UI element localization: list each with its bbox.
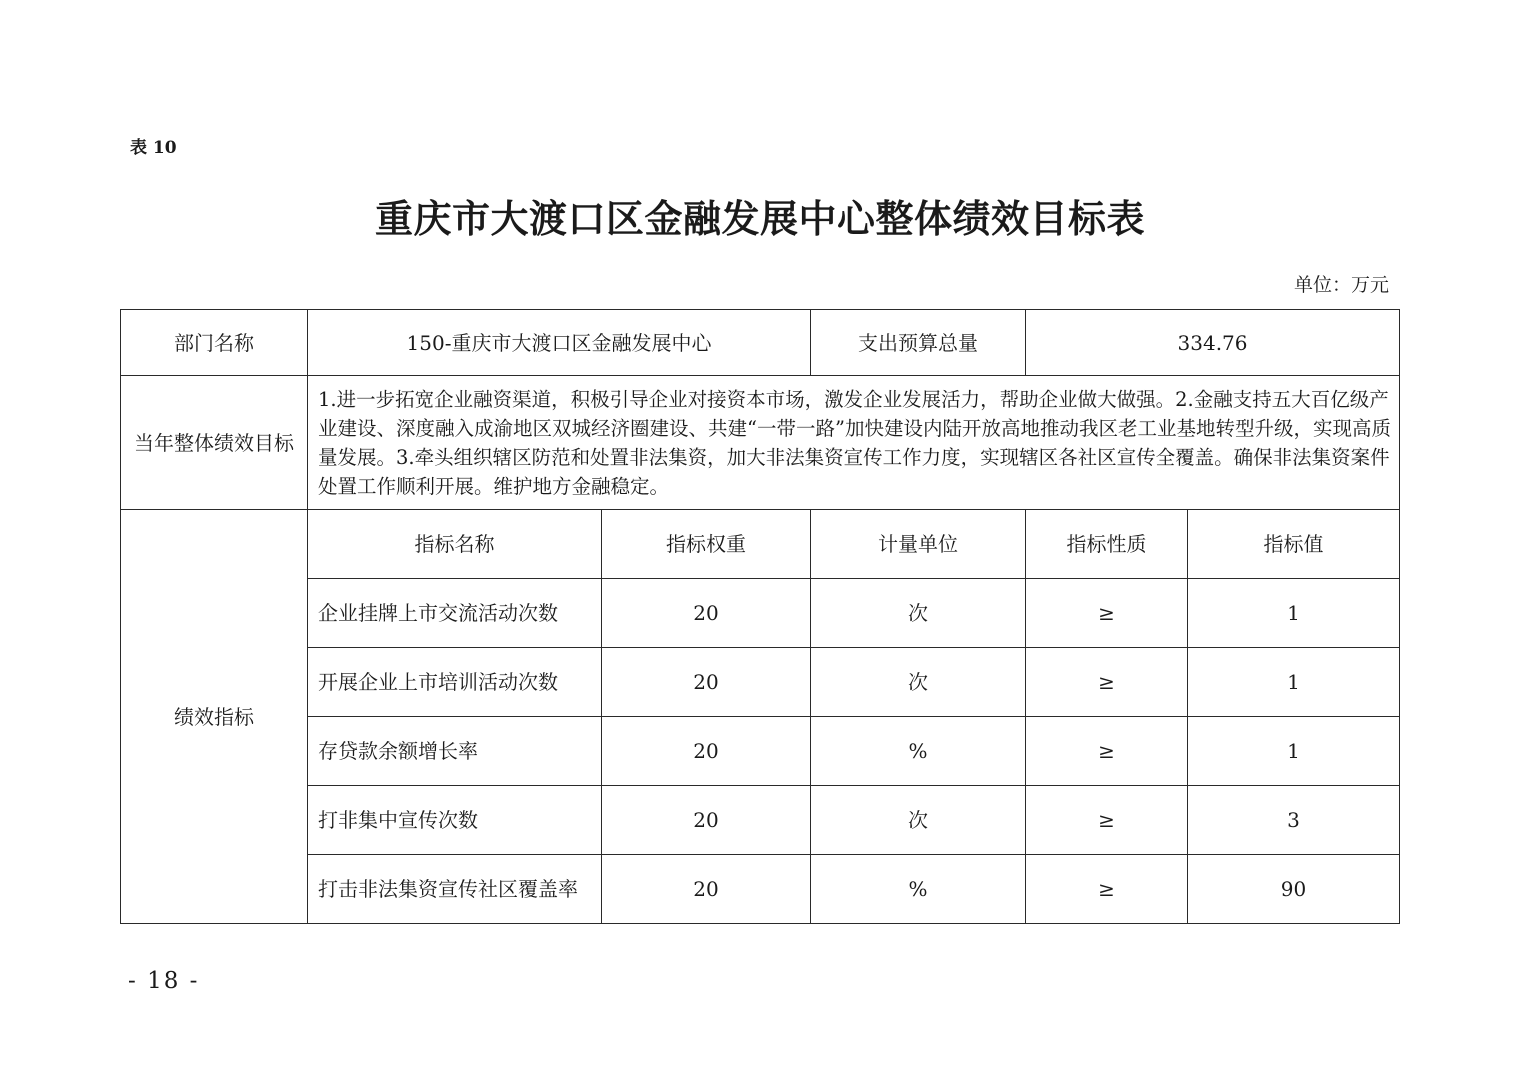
- budget-total-value: 334.76: [1026, 310, 1400, 376]
- annual-goal-label: 当年整体绩效目标: [121, 376, 308, 510]
- annual-goal-row: [121, 376, 1400, 510]
- department-row: [121, 310, 1400, 376]
- column-header-value: 指标值: [1188, 510, 1400, 579]
- indicator-weight: 20: [602, 855, 811, 924]
- indicator-name: 打非集中宣传次数: [308, 786, 602, 855]
- indicator-name: 开展企业上市培训活动次数: [308, 648, 602, 717]
- department-name-label: 部门名称: [121, 310, 308, 376]
- column-header-nature: 指标性质: [1026, 510, 1188, 579]
- indicator-weight: 20: [602, 648, 811, 717]
- indicator-nature: ≥: [1026, 855, 1188, 924]
- indicator-weight: 20: [602, 579, 811, 648]
- table-row: [121, 648, 1400, 717]
- indicator-unit: 次: [811, 648, 1026, 717]
- indicator-unit: 次: [811, 786, 1026, 855]
- column-header-unit: 计量单位: [811, 510, 1026, 579]
- indicator-weight: 20: [602, 786, 811, 855]
- indicator-value: 1: [1188, 648, 1400, 717]
- indicator-header-row: [121, 510, 1400, 579]
- indicator-name: 企业挂牌上市交流活动次数: [308, 579, 602, 648]
- table-row: [121, 579, 1400, 648]
- indicator-weight: 20: [602, 717, 811, 786]
- annual-goal-text: 1.进一步拓宽企业融资渠道，积极引导企业对接资本市场，激发企业发展活力，帮助企业做大做强。2.金融支持五大百亿级产业建设、深度融入成渝地区双城经济圈建设、共建“一带一路”加快建设内陆开放高地推动我区老工业基地转型升级，实现高质量发展。3.牵头组织辖区防范和处置非法集资，加大非法集资宣传工作力度，实现辖区各社区宣传全覆盖。确保非法集资案件处置工作顺利开展。维护地方金融稳定。: [308, 376, 1400, 510]
- column-header-name: 指标名称: [308, 510, 602, 579]
- indicator-unit: %: [811, 717, 1026, 786]
- indicator-name: 打击非法集资宣传社区覆盖率: [308, 855, 602, 924]
- department-name-value: 150-重庆市大渡口区金融发展中心: [308, 310, 811, 376]
- page-number: - 18 -: [128, 968, 200, 994]
- table-number-label: 表 10: [130, 138, 177, 158]
- indicator-unit: 次: [811, 579, 1026, 648]
- indicator-section-label: 绩效指标: [121, 510, 308, 924]
- indicator-value: 1: [1188, 579, 1400, 648]
- indicator-value: 90: [1188, 855, 1400, 924]
- indicator-nature: ≥: [1026, 717, 1188, 786]
- indicator-unit: %: [811, 855, 1026, 924]
- table-row: [121, 717, 1400, 786]
- budget-total-label: 支出预算总量: [811, 310, 1026, 376]
- column-header-weight: 指标权重: [602, 510, 811, 579]
- table-row: [121, 855, 1400, 924]
- performance-goal-table: [120, 309, 1400, 924]
- indicator-value: 3: [1188, 786, 1400, 855]
- indicator-value: 1: [1188, 717, 1400, 786]
- indicator-nature: ≥: [1026, 786, 1188, 855]
- unit-label: 单位：万元: [1293, 274, 1389, 296]
- indicator-nature: ≥: [1026, 648, 1188, 717]
- indicator-name: 存贷款余额增长率: [308, 717, 602, 786]
- indicator-nature: ≥: [1026, 579, 1188, 648]
- page-title: 重庆市大渡口区金融发展中心整体绩效目标表: [374, 197, 1145, 241]
- table-row: [121, 786, 1400, 855]
